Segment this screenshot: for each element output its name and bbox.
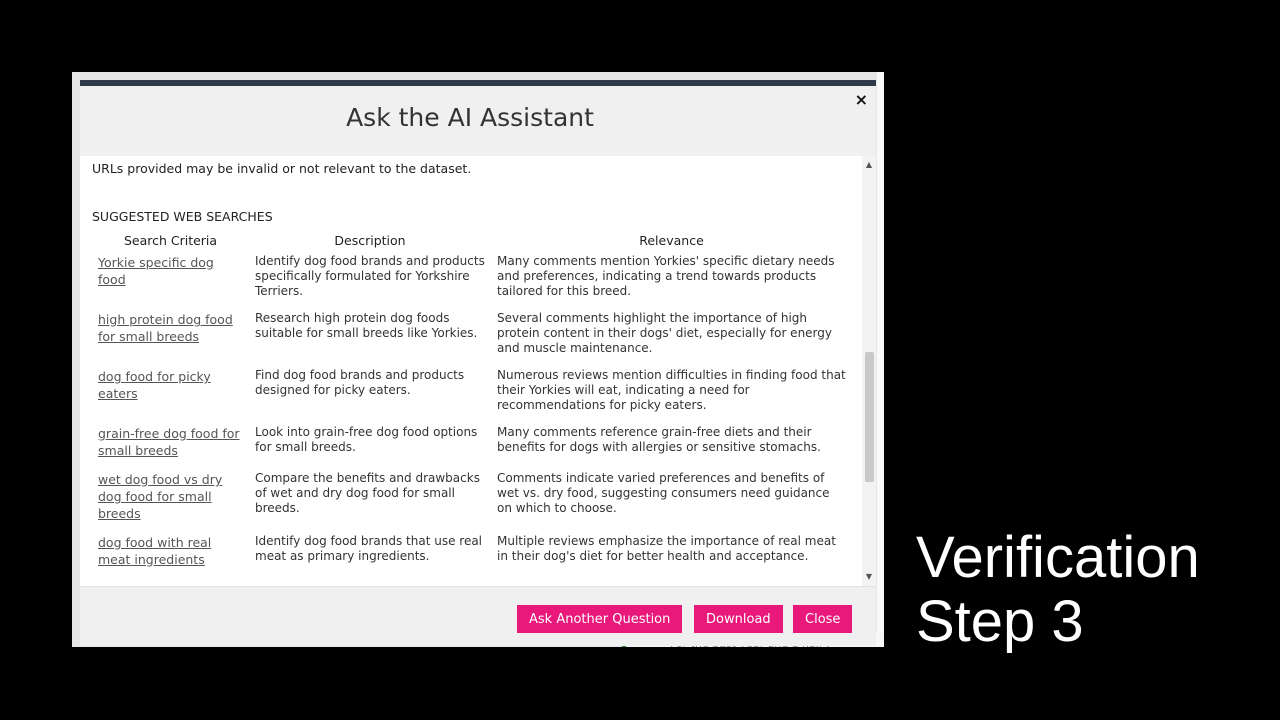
relevance-cell: Multiple reviews emphasize the importance of real meat in their dog's diet for better health and acceptance. xyxy=(497,534,836,563)
section-title: SUGGESTED WEB SEARCHES xyxy=(92,209,273,224)
download-button[interactable]: Download xyxy=(694,605,783,633)
description-cell: Look into grain-free dog food options for small breeds. xyxy=(255,425,478,454)
relevance-cell: Several comments highlight the importance of high protein content in their dogs' diet, especially for energy and muscle maintenance. xyxy=(497,311,832,355)
column-header-relevance: Relevance xyxy=(639,233,704,248)
column-header-description: Description xyxy=(334,233,406,248)
modal-title: Ask the AI Assistant xyxy=(346,103,594,132)
criteria-cell xyxy=(92,254,249,311)
column-header-search-criteria: Search Criteria xyxy=(123,233,218,248)
url-notice: URLs provided may be invalid or not relevant to the dataset. xyxy=(92,161,472,176)
caption-line-2: Step 3 xyxy=(916,589,1084,654)
relevance-cell: Many comments reference grain-free diets and their benefits for dogs with allergies or sensitive stomachs. xyxy=(497,425,821,454)
relevance-cell: Many comments mention Yorkies' specific dietary needs and preferences, indicating a trend towards products tailored for this breed. xyxy=(497,254,835,298)
table-row xyxy=(92,471,852,534)
table-row xyxy=(92,368,852,425)
caption-line-1: Verification xyxy=(916,525,1200,590)
description-cell: Research high protein dog foods suitable for small breeds like Yorkies. xyxy=(255,311,478,340)
ask-another-question-button[interactable]: Ask Another Question xyxy=(517,605,682,633)
criteria-cell xyxy=(92,534,249,580)
modal-scrollbar[interactable] xyxy=(862,156,876,586)
relevance-cell: Numerous reviews mention difficulties in finding food that their Yorkies will eat, indicating a need for recommendations for picky eaters. xyxy=(497,368,846,412)
modal-footer xyxy=(80,586,876,646)
criteria-cell xyxy=(92,368,249,425)
description-cell: Compare the benefits and drawbacks of wet and dry dog food for small breeds. xyxy=(255,471,480,515)
scrollbar-thumb[interactable] xyxy=(865,352,874,482)
search-link[interactable]: wet dog food vs dry dog food for small breeds xyxy=(98,472,223,521)
modal-header xyxy=(80,86,876,156)
table-row xyxy=(92,311,852,368)
scroll-up-arrow-icon[interactable]: ▲ xyxy=(865,160,873,169)
ai-assistant-modal xyxy=(80,80,876,640)
video-caption-overlay xyxy=(916,526,1200,654)
search-link[interactable]: grain-free dog food for small breeds xyxy=(98,426,240,458)
description-cell: Identify dog food brands that use real meat as primary ingredients. xyxy=(255,534,483,563)
modal-body[interactable] xyxy=(80,156,862,586)
table-header-row xyxy=(92,231,852,254)
close-button[interactable]: Close xyxy=(793,605,852,633)
description-cell: Identify dog food brands and products specifically formulated for Yorkshire Terriers. xyxy=(255,254,485,298)
search-link[interactable]: dog food with real meat ingredients xyxy=(98,535,212,567)
scroll-down-arrow-icon[interactable]: ▼ xyxy=(865,572,873,581)
criteria-cell xyxy=(92,425,249,471)
background-panel-edge xyxy=(877,72,884,647)
table-row xyxy=(92,254,852,311)
search-link[interactable]: high protein dog food for small breeds xyxy=(98,312,233,344)
description-cell: Find dog food brands and products designed for picky eaters. xyxy=(255,368,465,397)
criteria-cell xyxy=(92,471,249,534)
search-link[interactable]: Yorkie specific dog food xyxy=(98,255,214,287)
search-link[interactable]: dog food for picky eaters xyxy=(98,369,211,401)
relevance-cell: Comments indicate varied preferences and benefits of wet vs. dry food, suggesting consumers need guidance on which to choose. xyxy=(497,471,830,515)
suggested-searches-table xyxy=(92,231,852,580)
criteria-cell xyxy=(92,311,249,368)
table-row xyxy=(92,425,852,471)
table-row xyxy=(92,534,852,580)
close-icon[interactable]: × xyxy=(854,90,868,109)
